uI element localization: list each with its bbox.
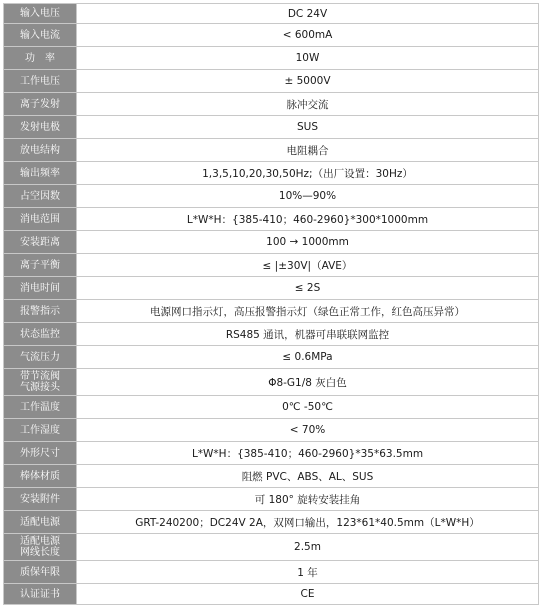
spec-value: 1 年 bbox=[77, 561, 539, 584]
spec-row bbox=[4, 346, 539, 369]
spec-row bbox=[4, 254, 539, 277]
spec-row bbox=[4, 116, 539, 139]
spec-row bbox=[4, 465, 539, 488]
spec-value: 10W bbox=[77, 47, 539, 70]
spec-label: 安装附件 bbox=[4, 488, 77, 511]
spec-label: 安装距离 bbox=[4, 231, 77, 254]
spec-row bbox=[4, 442, 539, 465]
spec-label: 棒体材质 bbox=[4, 465, 77, 488]
spec-label: 消电范围 bbox=[4, 208, 77, 231]
spec-label: 外形尺寸 bbox=[4, 442, 77, 465]
spec-table-body bbox=[4, 4, 539, 605]
spec-row bbox=[4, 47, 539, 70]
spec-value: SUS bbox=[77, 116, 539, 139]
spec-label: 工作温度 bbox=[4, 396, 77, 419]
spec-row bbox=[4, 139, 539, 162]
spec-label: 占空因数 bbox=[4, 185, 77, 208]
spec-label: 输入电压 bbox=[4, 4, 77, 24]
spec-label: 输出频率 bbox=[4, 162, 77, 185]
spec-value: Φ8-G1/8 灰白色 bbox=[77, 369, 539, 396]
spec-value: < 600mA bbox=[77, 24, 539, 47]
spec-row bbox=[4, 369, 539, 396]
spec-value: 100 → 1000mm bbox=[77, 231, 539, 254]
spec-value: 脉冲交流 bbox=[77, 93, 539, 116]
spec-value: 10%—90% bbox=[77, 185, 539, 208]
spec-row bbox=[4, 488, 539, 511]
spec-value: DC 24V bbox=[77, 4, 539, 24]
spec-value: 2.5m bbox=[77, 534, 539, 561]
spec-row bbox=[4, 4, 539, 24]
spec-label: 工作电压 bbox=[4, 70, 77, 93]
spec-row bbox=[4, 93, 539, 116]
spec-value: GRT-240200；DC24V 2A，双网口输出，123*61*40.5mm（L*W*H） bbox=[77, 511, 539, 534]
spec-label: 状态监控 bbox=[4, 323, 77, 346]
spec-row bbox=[4, 511, 539, 534]
spec-row bbox=[4, 300, 539, 323]
spec-label: 消电时间 bbox=[4, 277, 77, 300]
spec-row bbox=[4, 24, 539, 47]
spec-label: 放电结构 bbox=[4, 139, 77, 162]
spec-value: ≤ 2S bbox=[77, 277, 539, 300]
spec-row bbox=[4, 561, 539, 584]
spec-value: L*W*H：{385-410；460-2960}*300*1000mm bbox=[77, 208, 539, 231]
spec-value: < 70% bbox=[77, 419, 539, 442]
spec-row bbox=[4, 534, 539, 561]
spec-value: ≤ |±30V|（AVE） bbox=[77, 254, 539, 277]
spec-label: 气流压力 bbox=[4, 346, 77, 369]
spec-value: L*W*H：{385-410；460-2960}*35*63.5mm bbox=[77, 442, 539, 465]
spec-row bbox=[4, 231, 539, 254]
spec-row bbox=[4, 185, 539, 208]
spec-label: 工作湿度 bbox=[4, 419, 77, 442]
spec-row bbox=[4, 277, 539, 300]
spec-label: 适配电源 bbox=[4, 511, 77, 534]
spec-table bbox=[3, 3, 539, 605]
spec-value: 电源网口指示灯，高压报警指示灯（绿色正常工作，红色高压异常） bbox=[77, 300, 539, 323]
spec-label: 输入电流 bbox=[4, 24, 77, 47]
spec-label: 带节流阀 气源接头 bbox=[4, 369, 77, 396]
spec-label: 认证证书 bbox=[4, 584, 77, 605]
spec-label: 报警指示 bbox=[4, 300, 77, 323]
spec-label: 发射电极 bbox=[4, 116, 77, 139]
spec-row bbox=[4, 396, 539, 419]
spec-value: CE bbox=[77, 584, 539, 605]
spec-row bbox=[4, 70, 539, 93]
spec-label: 质保年限 bbox=[4, 561, 77, 584]
spec-row bbox=[4, 208, 539, 231]
spec-row bbox=[4, 323, 539, 346]
spec-row bbox=[4, 584, 539, 605]
spec-value: 可 180° 旋转安装挂角 bbox=[77, 488, 539, 511]
spec-row bbox=[4, 162, 539, 185]
spec-label: 适配电源 网线长度 bbox=[4, 534, 77, 561]
spec-value: 1,3,5,10,20,30,50Hz;（出厂设置：30Hz） bbox=[77, 162, 539, 185]
spec-row bbox=[4, 419, 539, 442]
spec-value: RS485 通讯，机器可串联联网监控 bbox=[77, 323, 539, 346]
spec-label: 功 率 bbox=[4, 47, 77, 70]
spec-value: 阻燃 PVC、ABS、AL、SUS bbox=[77, 465, 539, 488]
spec-label: 离子平衡 bbox=[4, 254, 77, 277]
spec-value: ≤ 0.6MPa bbox=[77, 346, 539, 369]
spec-value: 电阻耦合 bbox=[77, 139, 539, 162]
spec-value: ± 5000V bbox=[77, 70, 539, 93]
spec-value: 0℃ -50℃ bbox=[77, 396, 539, 419]
spec-label: 离子发射 bbox=[4, 93, 77, 116]
